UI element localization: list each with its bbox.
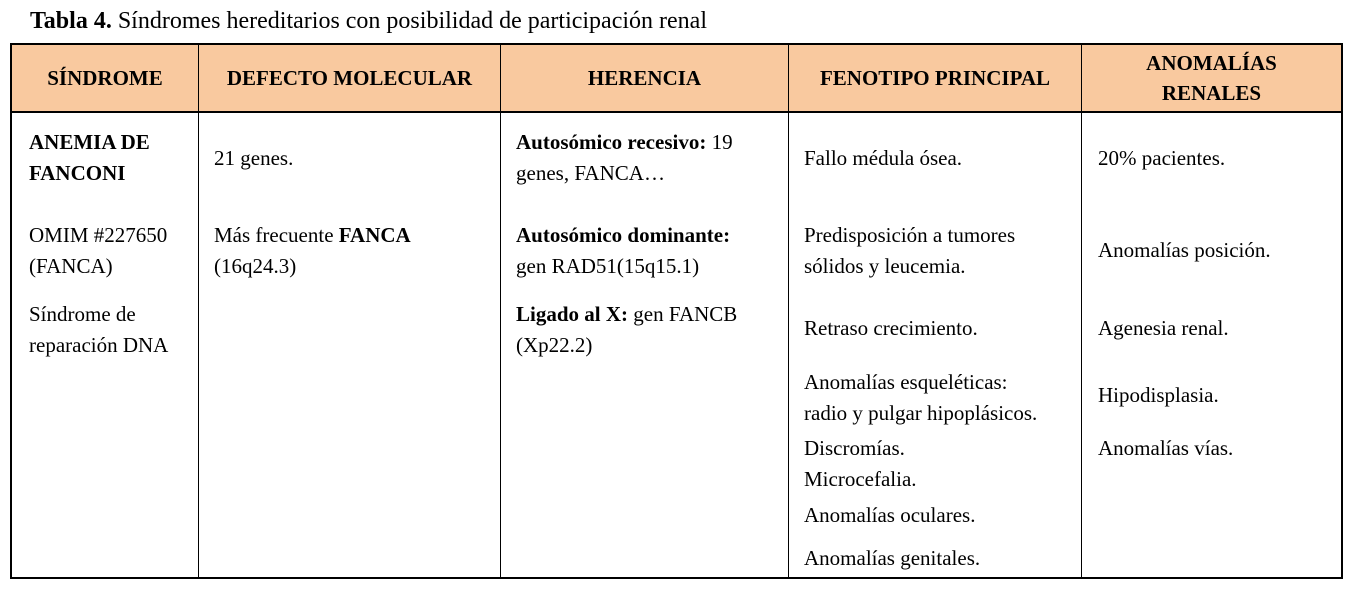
omim-line1: OMIM #227650	[29, 223, 168, 247]
molecular-frequent-gene: FANCA	[338, 223, 411, 247]
syndrome-name-line1: ANEMIA DE	[29, 130, 150, 154]
inheritance-x-label: Ligado al X:	[516, 302, 629, 326]
column-divider	[198, 45, 199, 577]
inheritance-ad-label: Autosómico dominante:	[516, 223, 731, 247]
renal-item: Anomalías vías.	[1098, 436, 1234, 460]
phenotype-item: sólidos y leucemia.	[804, 254, 966, 278]
omim-line2: (FANCA)	[29, 254, 113, 278]
inheritance-x-rest1: gen FANCB	[628, 302, 738, 326]
phenotype-item: Anomalías genitales.	[804, 546, 981, 570]
molecular-frequent-prefix: Más frecuente	[214, 223, 339, 247]
phenotype-item: radio y pulgar hipoplásicos.	[804, 401, 1038, 425]
table-caption	[30, 4, 707, 38]
inheritance-ar-line1	[516, 127, 733, 158]
renal-item: Agenesia renal.	[1098, 316, 1229, 340]
header-main-phenotype: FENOTIPO PRINCIPAL	[819, 66, 1051, 90]
table-header-row	[12, 45, 1341, 113]
syndrome-type-line2: reparación DNA	[29, 333, 169, 357]
molecular-frequent-line1	[214, 220, 411, 251]
header-renal-line2: RENALES	[1161, 81, 1262, 105]
phenotype-item: Anomalías esqueléticas:	[804, 370, 1008, 394]
inheritance-ad-rest: gen RAD51(15q15.1)	[516, 254, 700, 278]
header-renal-line1: ANOMALÍAS	[1146, 51, 1277, 75]
phenotype-item: Retraso crecimiento.	[804, 316, 978, 340]
phenotype-item: Predisposición a tumores	[804, 223, 1016, 247]
syndrome-type-line1: Síndrome de	[29, 302, 136, 326]
column-divider	[1081, 45, 1082, 577]
header-syndrome: SÍNDROME	[47, 66, 163, 90]
header-inheritance: HERENCIA	[587, 66, 702, 90]
renal-item: Hipodisplasia.	[1098, 383, 1219, 407]
phenotype-item: Fallo médula ósea.	[804, 146, 963, 170]
caption-label: Tabla 4.	[30, 8, 112, 34]
molecular-frequent-locus: (16q24.3)	[214, 254, 297, 278]
inheritance-x-rest2: (Xp22.2)	[516, 333, 593, 357]
inheritance-ar-rest2: genes, FANCA…	[516, 161, 665, 185]
syndrome-name-line2: FANCONI	[29, 161, 126, 185]
caption-text: Síndromes hereditarios con posibilidad de participación renal	[111, 8, 707, 34]
inheritance-x-line1	[516, 299, 737, 330]
syndromes-table	[10, 43, 1343, 579]
inheritance-ar-rest1: 19	[706, 130, 733, 154]
renal-item: 20% pacientes.	[1098, 146, 1226, 170]
inheritance-ar-label: Autosómico recesivo:	[516, 130, 707, 154]
column-divider	[788, 45, 789, 577]
column-divider	[500, 45, 501, 577]
renal-item: Anomalías posición.	[1098, 238, 1271, 262]
header-renal-anomalies	[1082, 45, 1341, 111]
phenotype-item: Anomalías oculares.	[804, 503, 976, 527]
phenotype-item: Microcefalia.	[804, 467, 917, 491]
molecular-genes: 21 genes.	[214, 146, 294, 170]
header-molecular-defect: DEFECTO MOLECULAR	[226, 66, 473, 90]
phenotype-item: Discromías.	[804, 436, 905, 460]
